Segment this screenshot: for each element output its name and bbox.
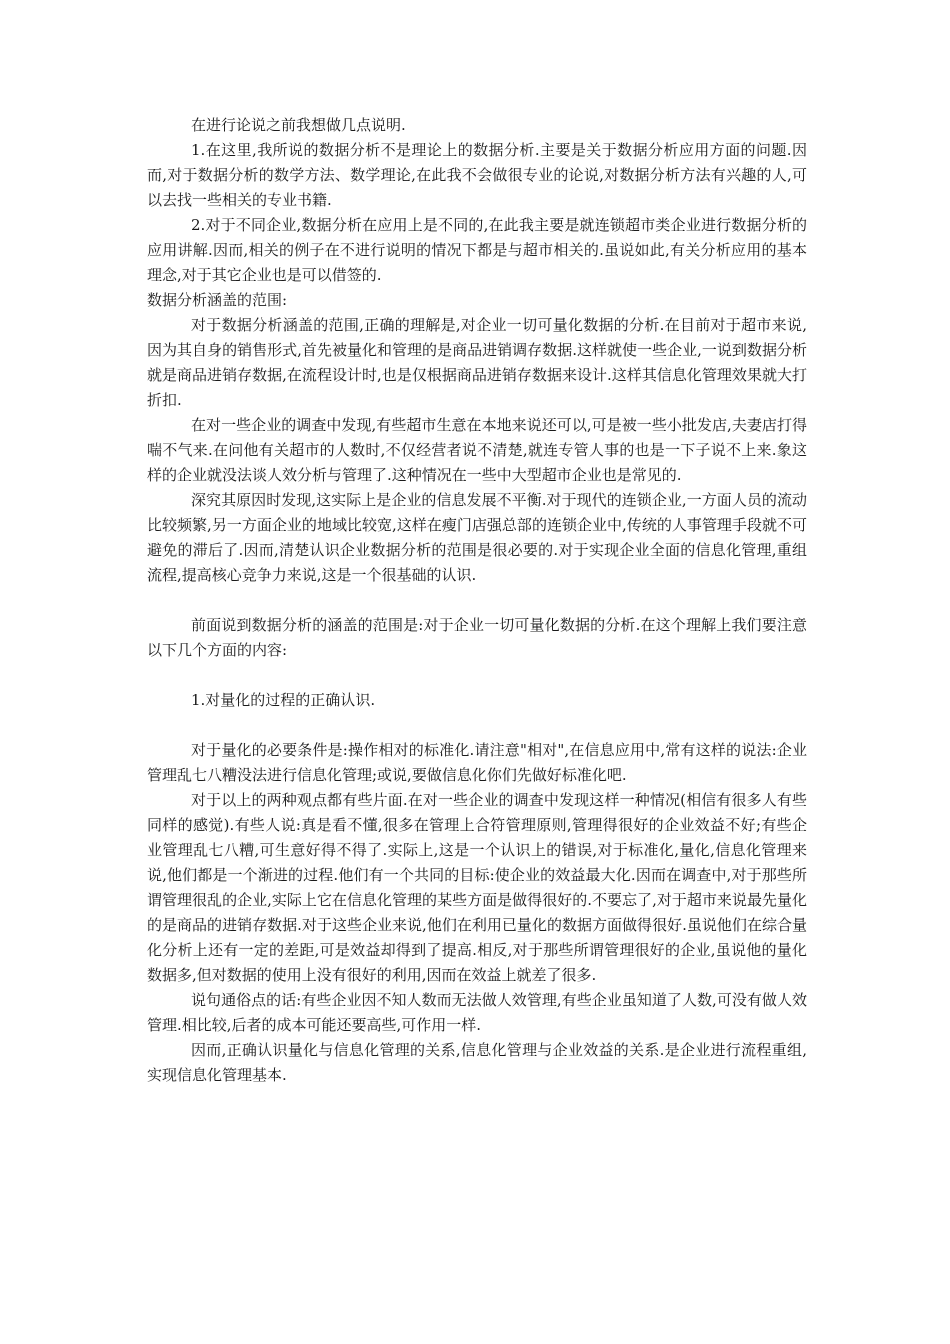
blank-line (147, 588, 807, 613)
paragraph-conclusion: 因而,正确认识量化与信息化管理的关系,信息化管理与企业效益的关系.是企业进行流程重组,实现信息化管理基本. (147, 1041, 807, 1084)
paragraph-scope-definition: 对于数据分析涵盖的范围,正确的理解是,对企业一切可量化数据的分析.在目前对于超市来说,因为其自身的销售形式,首先被量化和管理的是商品进销调存数据.这样就使一些企业,一说到数据分析就是商品进销存数据,在流程设计时,也是仅根据商品进销存数据来设计.这样其信息化管理效果就大打折扣. (147, 316, 807, 409)
blank-line (147, 663, 807, 688)
subheading-quantification: 1.对量化的过程的正确认识. (191, 691, 376, 709)
blank-line (147, 713, 807, 738)
paragraph-plain-words: 说句通俗点的话:有些企业因不知人数而无法做人效管理,有些企业虽知道了人数,可没有做人效管理.相比较,后者的成本可能还要高些,可作用一样. (147, 991, 807, 1034)
paragraph-point-1: 1.在这里,我所说的数据分析不是理论上的数据分析.主要是关于数据分析应用方面的问题.因而,对于数据分析的数学方法、数学理论,在此我不会做很专业的论说,对数据分析方法有兴趣的人,可以去找一些相关的专业书籍. (147, 141, 807, 209)
document-body (147, 113, 807, 1088)
paragraph-standardization: 对于量化的必要条件是:操作相对的标准化.请注意"相对",在信息应用中,常有这样的说法:企业管理乱七八糟没法进行信息化管理;或说,要做信息化你们先做好标准化吧. (147, 741, 807, 784)
paragraph-point-2: 2.对于不同企业,数据分析在应用上是不同的,在此我主要是就连锁超市类企业进行数据分析的应用讲解.因而,相关的例子在不进行说明的情况下都是与超市相关的.虽说如此,有关分析应用的基本理念,对于其它企业也是可以借签的. (147, 216, 807, 284)
paragraph-root-cause: 深究其原因时发现,这实际上是企业的信息发展不平衡.对于现代的连锁企业,一方面人员的流动比较频繁,另一方面企业的地域比较宽,这样在瘦门店强总部的连锁企业中,传统的人事管理手段就不可避免的滞后了.因而,清楚认识企业数据分析的范围是很必要的.对于实现企业全面的信息化管理,重组流程,提高核心竞争力来说,这是一个很基础的认识. (147, 491, 807, 584)
paragraph-survey-findings: 在对一些企业的调查中发现,有些超市生意在本地来说还可以,可是被一些小批发店,夫妻店打得喘不气来.在问他有关超市的人数时,不仅经营者说不清楚,就连专管人事的也是一下子说不上来.象这样的企业就没法谈人效分析与管理了.这种情况在一些中大型超市企业也是常见的. (147, 416, 807, 484)
paragraph-scope-recap: 前面说到数据分析的涵盖的范围是:对于企业一切可量化数据的分析.在这个理解上我们要注意以下几个方面的内容: (147, 616, 807, 659)
paragraph-viewpoints: 对于以上的两种观点都有些片面.在对一些企业的调查中发现这样一种情况(相信有很多人有些同样的感觉).有些人说:真是看不懂,很多在管理上合符管理原则,管理得很好的企业效益不好;有些企业管理乱七八糟,可生意好得不得了.实际上,这是一个认识上的错误,对于标准化,量化,信息化管理来说,他们都是一个渐进的过程.他们有一个共同的目标:使企业的效益最大化.因而在调查中,对于那些所谓管理很乱的企业,实际上它在信息化管理的某些方面是做得很好的.不要忘了,对于超市来说最先量化的是商品的进销存数据.对于这些企业来说,他们在利用已量化的数据方面做得很好.虽说他们在综合量化分析上还有一定的差距,可是效益却得到了提高.相反,对于那些所谓管理很好的企业,虽说他的量化数据多,但对数据的使用上没有很好的利用,因而在效益上就差了很多. (147, 791, 807, 984)
section-heading-scope: 数据分析涵盖的范围: (147, 291, 288, 309)
paragraph-intro: 在进行论说之前我想做几点说明. (191, 116, 406, 134)
